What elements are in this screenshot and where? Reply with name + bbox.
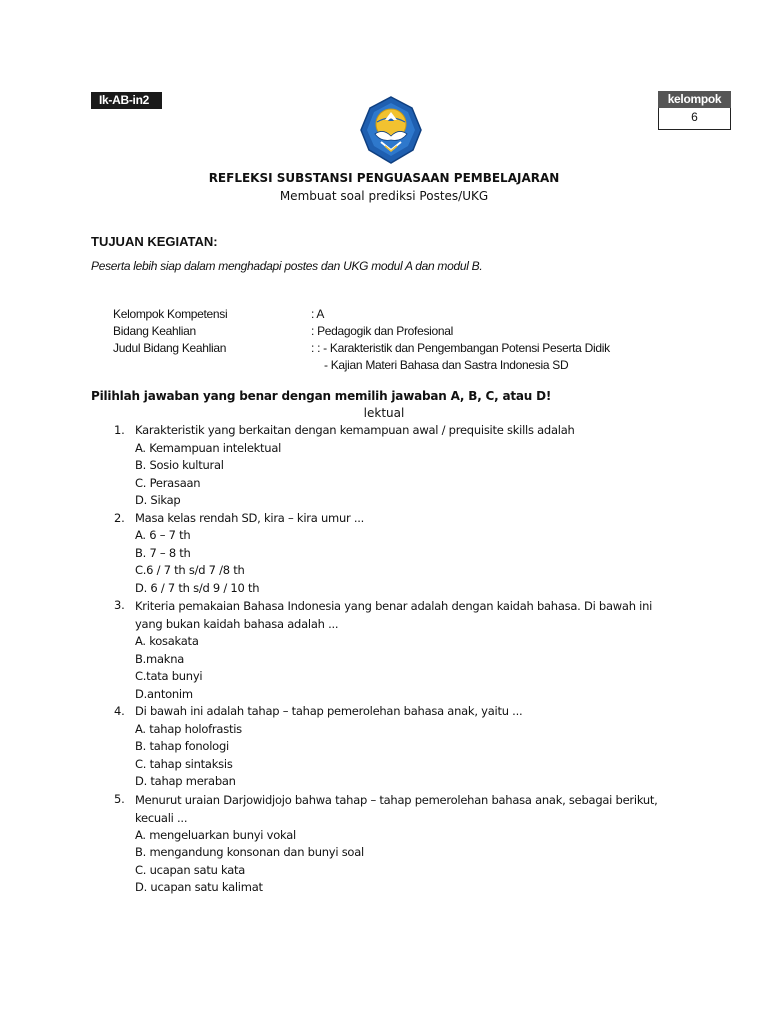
question-item: [91, 703, 691, 791]
question-item: [91, 597, 691, 703]
tujuan-heading: TUJUAN KEGIATAN:: [91, 234, 218, 249]
question-number: 4.: [114, 704, 125, 718]
answer-option: A. tahap holofrastis: [135, 721, 242, 736]
meta-value: : : - Karakteristik dan Pengembangan Potensi Peserta Didik: [311, 341, 610, 355]
answer-option: C. ucapan satu kata: [135, 862, 246, 877]
question-stem: Di bawah ini adalah tahap – tahap pemerolehan bahasa anak, yaitu ...: [135, 704, 523, 718]
question-number: 1.: [114, 423, 125, 437]
answer-option: D. Sikap: [135, 493, 181, 507]
answer-option: C.tata bunyi: [135, 669, 203, 683]
answer-option: C.6 / 7 th s/d 7 /8 th: [135, 563, 245, 577]
question-item: [91, 510, 691, 598]
document-subtitle: Membuat soal prediksi Postes/UKG: [279, 189, 489, 203]
question-item: [91, 422, 691, 510]
meta-key: Judul Bidang Keahlian: [113, 341, 227, 355]
document-code-tag: Ik-AB-in2: [91, 92, 162, 109]
answer-option: D.antonim: [135, 686, 193, 701]
meta-key: Kelompok Kompetensi: [113, 307, 228, 321]
answer-option: A. kosakata: [135, 634, 199, 648]
answer-option: C. Perasaan: [135, 475, 201, 490]
question-list: [91, 422, 691, 897]
answer-option: B. Sosio kultural: [135, 458, 224, 472]
answer-option: A. mengeluarkan bunyi vokal: [135, 827, 296, 842]
kelompok-label: kelompok: [658, 91, 731, 108]
question-item: [91, 791, 691, 897]
meta-value: - Kajian Materi Bahasa dan Sastra Indonesia SD: [324, 358, 569, 372]
answer-option: B. mengandung konsonan dan bunyi soal: [135, 845, 364, 859]
question-stem-continued: yang bukan kaidah bahasa adalah ...: [135, 617, 339, 631]
question-stem-continued: kecuali ...: [135, 810, 188, 825]
kelompok-value: 6: [658, 108, 731, 130]
tujuan-text: Peserta lebih siap dalam menghadapi postes dan UKG modul A dan modul B.: [91, 259, 483, 273]
question-stem: Karakteristik yang berkaitan dengan kemampuan awal / prequisite skills adalah: [135, 423, 575, 437]
question-stem: Kriteria pemakaian Bahasa Indonesia yang benar adalah dengan kaidah bahasa. Di bawah ini: [135, 599, 653, 613]
instruction-text: Pilihlah jawaban yang benar dengan memilih jawaban A, B, C, atau D!: [91, 389, 552, 403]
answer-option: B. tahap fonologi: [135, 739, 229, 753]
subject-label: lektual: [363, 406, 405, 420]
tut-wuri-handayani-logo-icon: [355, 94, 427, 166]
answer-option: D. ucapan satu kalimat: [135, 880, 263, 894]
answer-option: A. Kemampuan intelektual: [135, 440, 282, 455]
answer-option: D. tahap meraban: [135, 774, 236, 788]
meta-value: : A: [311, 307, 325, 321]
question-number: 3.: [114, 598, 125, 612]
question-number: 2.: [114, 510, 125, 525]
answer-option: A. 6 – 7 th: [135, 528, 191, 542]
question-stem: Masa kelas rendah SD, kira – kira umur ...: [135, 510, 365, 525]
meta-key: Bidang Keahlian: [113, 324, 196, 338]
answer-option: D. 6 / 7 th s/d 9 / 10 th: [135, 580, 260, 595]
answer-option: B. 7 – 8 th: [135, 545, 191, 560]
document-title: REFLEKSI SUBSTANSI PENGUASAAN PEMBELAJARAN: [208, 171, 560, 185]
question-stem: Menurut uraian Darjowidjojo bahwa tahap – tahap pemerolehan bahasa anak, sebagai berikut,: [135, 792, 658, 807]
question-number: 5.: [114, 791, 125, 806]
kelompok-box: [658, 91, 731, 130]
answer-option: C. tahap sintaksis: [135, 756, 233, 771]
answer-option: B.makna: [135, 651, 185, 666]
meta-value: : Pedagogik dan Profesional: [311, 324, 454, 338]
